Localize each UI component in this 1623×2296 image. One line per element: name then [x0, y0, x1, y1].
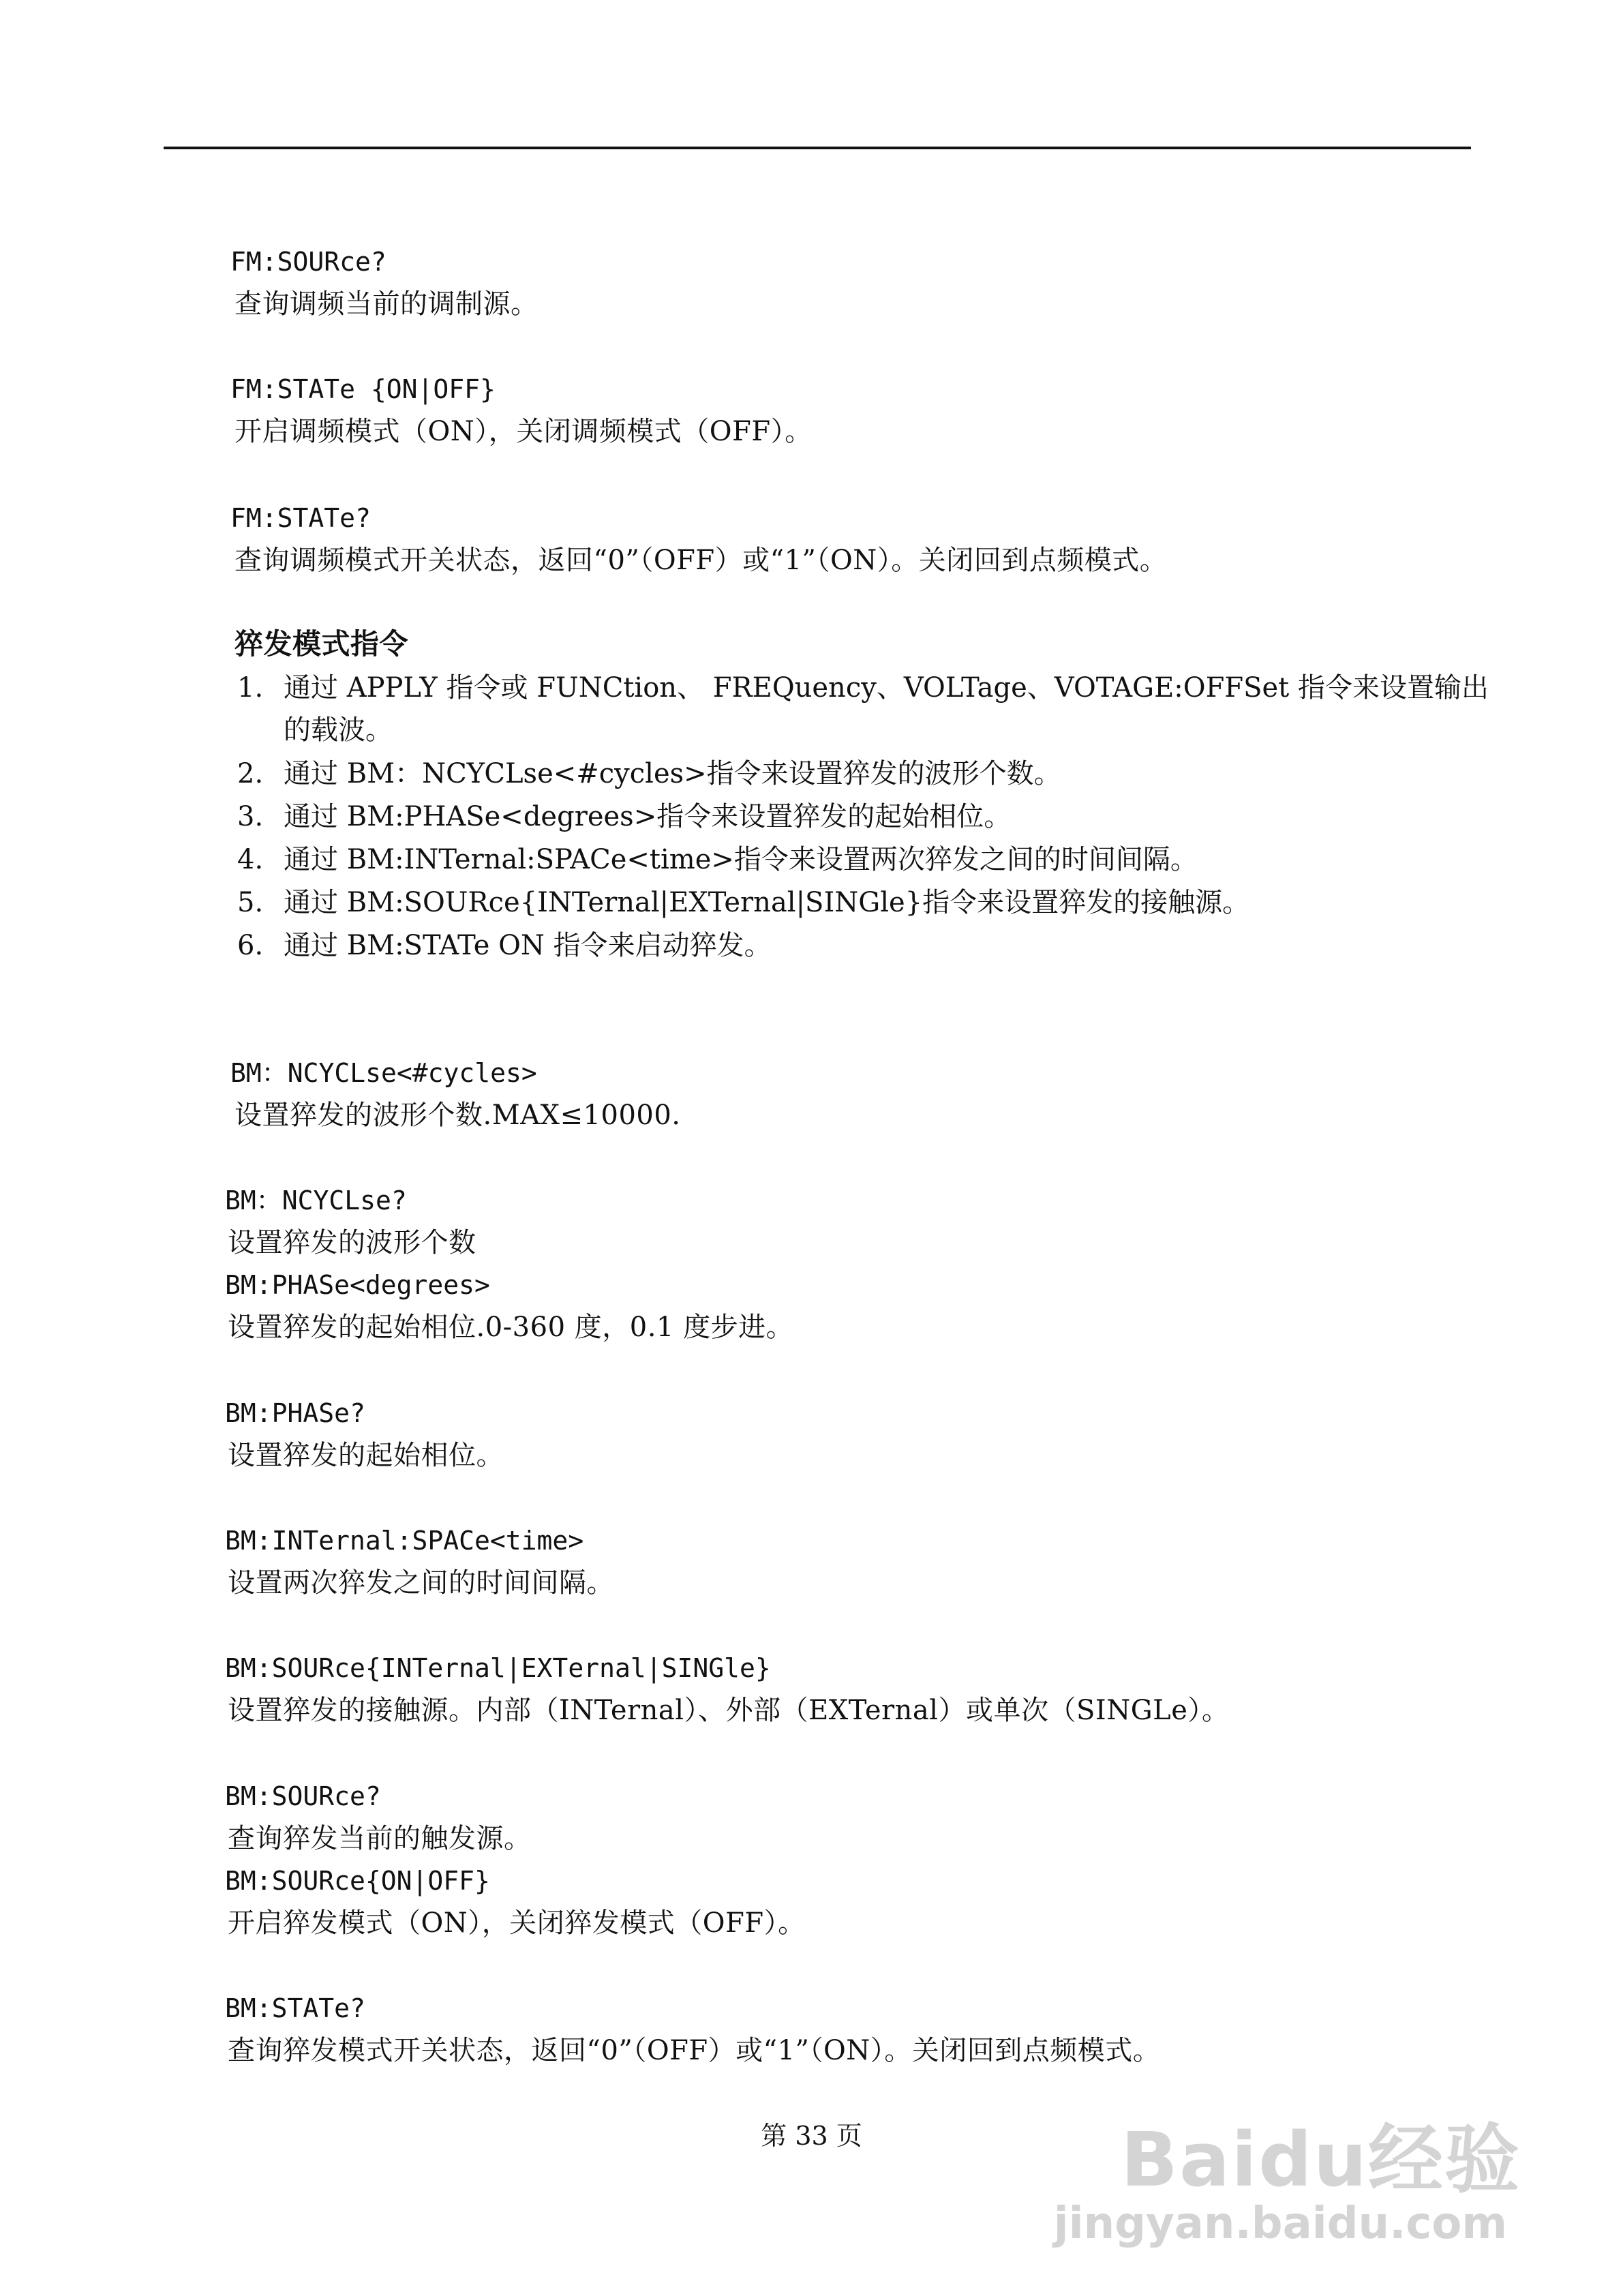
fm-state-set-desc: 开启调频模式（ON），关闭调频模式（OFF）。: [234, 416, 813, 447]
step-number: 2.: [237, 758, 264, 789]
bm-ncycles-set-desc: 设置猝发的波形个数.MAX≤10000.: [234, 1100, 681, 1131]
header-rule: [164, 147, 1471, 149]
bm-source-onoff-cmd: BM:SOURce{ON|OFF}: [225, 1866, 490, 1896]
fm-state-query-cmd: FM:STATe?: [230, 503, 371, 533]
bm-state-query-cmd: BM:STATe?: [225, 1993, 365, 2023]
bm-space-set-desc: 设置两次猝发之间的时间间隔。: [228, 1567, 614, 1599]
bm-phase-query-desc: 设置猝发的起始相位。: [228, 1440, 504, 1471]
step-text-continuation: 的载波。: [284, 714, 393, 746]
bm-ncycles-query-desc: 设置猝发的波形个数: [228, 1227, 476, 1258]
bm-ncycles-query-cmd: BM：NCYCLse?: [225, 1185, 407, 1215]
bm-source-query-cmd: BM:SOURce?: [225, 1781, 381, 1811]
step-number: 5.: [237, 887, 264, 918]
fm-source-query-cmd: FM:SOURce?: [230, 247, 386, 277]
step-number: 1.: [237, 672, 264, 704]
step-number: 3.: [237, 801, 264, 832]
bm-space-set-cmd: BM:INTernal:SPACe<time>: [225, 1526, 584, 1556]
burst-section-heading: 猝发模式指令: [234, 627, 409, 661]
step-text: 通过 BM：NCYCLse<#cycles>指令来设置猝发的波形个数。: [284, 758, 1061, 789]
bm-state-query-desc: 查询猝发模式开关状态，返回“0”（OFF）或“1”（ON）。关闭回到点频模式。: [228, 2035, 1161, 2066]
bm-phase-set-cmd: BM:PHASe<degrees>: [225, 1270, 490, 1300]
page-number: 第 33 页: [761, 2121, 862, 2151]
bm-ncycles-set-cmd: BM：NCYCLse<#cycles>: [230, 1058, 537, 1088]
bm-phase-query-cmd: BM:PHASe?: [225, 1398, 365, 1428]
bm-source-set-desc: 设置猝发的接触源。内部（INTernal）、外部（EXTernal）或单次（SINGLe）。: [228, 1695, 1230, 1726]
step-number: 4.: [237, 844, 264, 875]
baidu-watermark-url: jingyan.baidu.com: [1053, 2199, 1507, 2249]
bm-source-query-desc: 查询猝发当前的触发源。: [228, 1823, 532, 1854]
baidu-watermark-logo: Baidu经验: [1121, 2116, 1521, 2203]
step-number: 6.: [237, 930, 264, 961]
step-text: 通过 BM:PHASe<degrees>指令来设置猝发的起始相位。: [284, 801, 1012, 832]
fm-state-set-cmd: FM:STATe {ON|OFF}: [230, 374, 496, 404]
bm-phase-set-desc: 设置猝发的起始相位.0-360 度，0.1 度步进。: [228, 1312, 794, 1343]
fm-state-query-desc: 查询调频模式开关状态，返回“0”（OFF）或“1”（ON）。关闭回到点频模式。: [234, 545, 1168, 576]
step-text: 通过 BM:INTernal:SPACe<time>指令来设置两次猝发之间的时间间隔。: [284, 844, 1198, 875]
step-text: 通过 BM:STATe ON 指令来启动猝发。: [284, 930, 772, 961]
bm-source-set-cmd: BM:SOURce{INTernal|EXTernal|SINGle}: [225, 1653, 771, 1683]
fm-source-query-desc: 查询调频当前的调制源。: [234, 288, 539, 320]
bm-source-onoff-desc: 开启猝发模式（ON），关闭猝发模式（OFF）。: [228, 1907, 806, 1939]
step-text: 通过 APPLY 指令或 FUNCtion、 FREQuency、VOLTage、VOTAGE:OFFSet 指令来设置输出: [284, 672, 1489, 704]
step-text: 通过 BM:SOURce{INTernal|EXTernal|SINGle}指令来设置猝发的接触源。: [284, 887, 1250, 918]
